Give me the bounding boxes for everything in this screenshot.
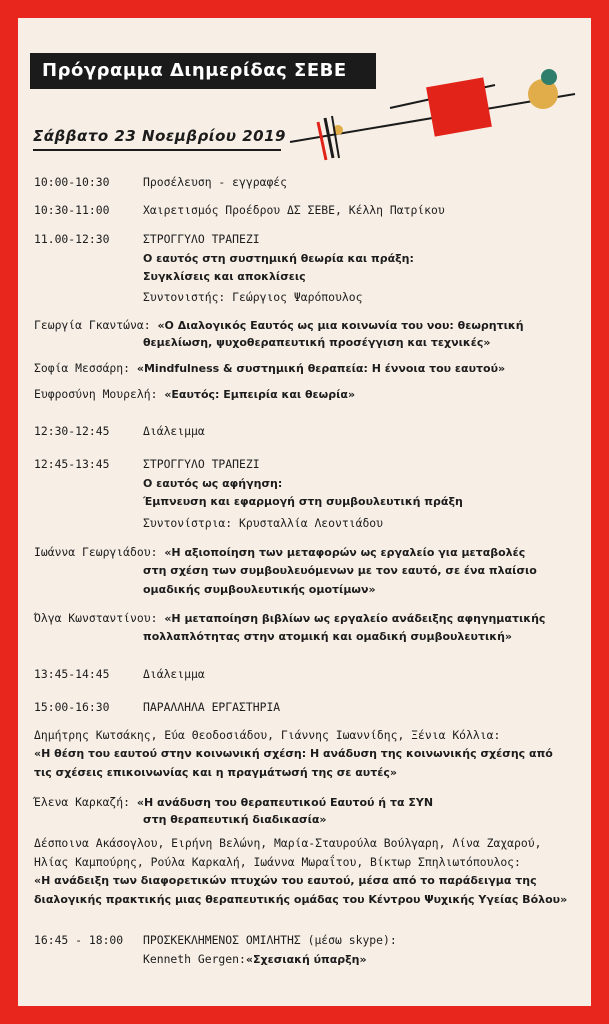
session-text: Διάλειμμα [143, 424, 205, 438]
workshop-title: «Η ανάδειξη των διαφορετικών πτυχών του εαυτού, μέσα από το παράδειγμα της [34, 874, 537, 887]
workshop-title: «Η ανάδυση του θεραπευτικού Εαυτού ή τα ΣΥΝ [136, 796, 434, 809]
deco-bar-2 [325, 118, 333, 158]
talk-line [34, 361, 505, 376]
talk-title: «Εαυτός: Εμπειρία και θεωρία» [164, 388, 356, 401]
session-title: Συγκλίσεις και αποκλίσεις [143, 270, 306, 283]
workshop-title-cont: στη θεραπευτική διαδικασία» [143, 813, 327, 826]
time-slot: 10:00-10:30 [34, 175, 110, 189]
talk-title: «Ο Διαλογικός Εαυτός ως μια κοινωνία του νου: θεωρητική [157, 319, 524, 332]
session-title: Ο εαυτός στη συστημική θεωρία και πράξη: [143, 252, 414, 265]
session-type: ΣΤΡΟΓΓΥΛΟ ΤΡΑΠΕΖΙ [143, 457, 260, 471]
speaker-name: Ιωάννα Γεωργιάδου: [34, 545, 158, 559]
session-title: Ο εαυτός ως αφήγηση: [143, 477, 283, 490]
moderator: Συντονίστρια: Κρυσταλλία Λεοντιάδου [143, 516, 384, 530]
session-text: Χαιρετισμός Προέδρου ΔΣ ΣΕΒΕ, Κέλλη Πατρίκου [143, 203, 445, 217]
time-slot: 12:45-13:45 [34, 457, 110, 471]
speaker-name: Kenneth Gergen: [143, 952, 246, 966]
talk-title-cont: θεμελίωση, ψυχοθεραπευτική προσέγγιση και τεχνικές» [143, 336, 491, 349]
workshop-title: «Η θέση του εαυτού στην κοινωνική σχέση: Η ανάδυση της κοινωνικής σχέσης από [34, 747, 553, 760]
deco-bar-1 [318, 122, 326, 160]
time-slot: 15:00-16:30 [34, 700, 110, 714]
time-slot: 16:45 - 18:00 [34, 933, 124, 947]
session-title: Έμπνευση και εφαρμογή στη συμβουλευτική πράξη [143, 495, 463, 508]
talk-title-cont: ομαδικής συμβουλευτικής ομοτίμων» [143, 583, 376, 596]
talk-title-cont: πολλαπλότητας στην ατομική και ομαδική συμβουλευτική» [143, 630, 512, 643]
talk-title: «Η μεταποίηση βιβλίων ως εργαλείο ανάδειξης αφηγηματικής [164, 612, 546, 625]
talk-line [34, 611, 545, 626]
date-underline [33, 149, 281, 151]
talk-title-cont: στη σχέση των συμβουλευόμενων με τον εαυτό, σε ένα πλαίσιο [143, 564, 537, 577]
talk-line [143, 952, 367, 967]
session-text: Προσέλευση - εγγραφές [143, 175, 288, 189]
talk-title: «Mindfulness & συστημική θεραπεία: Η έννοια του εαυτού» [136, 362, 506, 375]
workshop-speakers: Δέσποινα Ακάσογλου, Ειρήνη Βελώνη, Μαρία-Σταυρούλα Βούλγαρη, Λίνα Ζαχαρού, [34, 836, 542, 850]
talk-line [34, 545, 525, 560]
speaker-name: Έλενα Καρκαζή: [34, 795, 131, 809]
moderator: Συντονιστής: Γεώργιος Ψαρόπουλος [143, 290, 363, 304]
time-slot: 11.00-12:30 [34, 232, 110, 246]
speaker-name: Γεωργία Γκαντώνα: [34, 318, 151, 332]
talk-line [34, 795, 433, 810]
talk-line [34, 387, 355, 402]
time-slot: 12:30-12:45 [34, 424, 110, 438]
red-square [426, 77, 492, 136]
talk-line [34, 318, 524, 333]
workshop-speakers: Ηλίας Καμπούρης, Ρούλα Καρκαλή, Ιωάννα Μωραΐτου, Βίκτωρ Σπηλιωτόπουλος: [34, 855, 521, 869]
session-type: ΠΑΡΑΛΛΗΛΑ ΕΡΓΑΣΤΗΡΙΑ [143, 700, 281, 714]
speaker-name: Ευφροσύνη Μουρελή: [34, 387, 158, 401]
workshop-speakers: Δημήτρης Κωτσάκης, Εύα Θεοδοσιάδου, Γιάννης Ιωαννίδης, Ξένια Κόλλια: [34, 728, 501, 742]
session-type: ΣΤΡΟΓΓΥΛΟ ΤΡΑΠΕΖΙ [143, 232, 260, 246]
session-text: Διάλειμμα [143, 667, 205, 681]
time-slot: 10:30-11:00 [34, 203, 110, 217]
program-title: Πρόγραμμα Διημερίδας ΣΕΒΕ [30, 53, 376, 89]
workshop-title-cont: διαλογικής πρακτικής μιας θεραπευτικής ομάδας του Κέντρου Ψυχικής Υγείας Βόλου» [34, 893, 568, 906]
session-type: ΠΡΟΣΚΕΚΛΗΜΕΝΟΣ ΟΜΙΛΗΤΗΣ (μέσω skype): [143, 933, 397, 947]
speaker-name: Όλγα Κωνσταντίνου: [34, 611, 158, 625]
teal-circle [541, 69, 557, 85]
talk-title: «Σχεσιακή ύπαρξη» [245, 953, 367, 966]
speaker-name: Σοφία Μεσσάρη: [34, 361, 131, 375]
event-date: Σάββατο 23 Νοεμβρίου 2019 [33, 127, 286, 145]
time-slot: 13:45-14:45 [34, 667, 110, 681]
workshop-title-cont: τις σχέσεις επικοινωνίας και η πραγμάτωσή της σε αυτές» [34, 766, 397, 779]
talk-title: «Η αξιοποίηση των μεταφορών ως εργαλείο για μεταβολές [164, 546, 526, 559]
constructivist-decoration [280, 60, 580, 170]
